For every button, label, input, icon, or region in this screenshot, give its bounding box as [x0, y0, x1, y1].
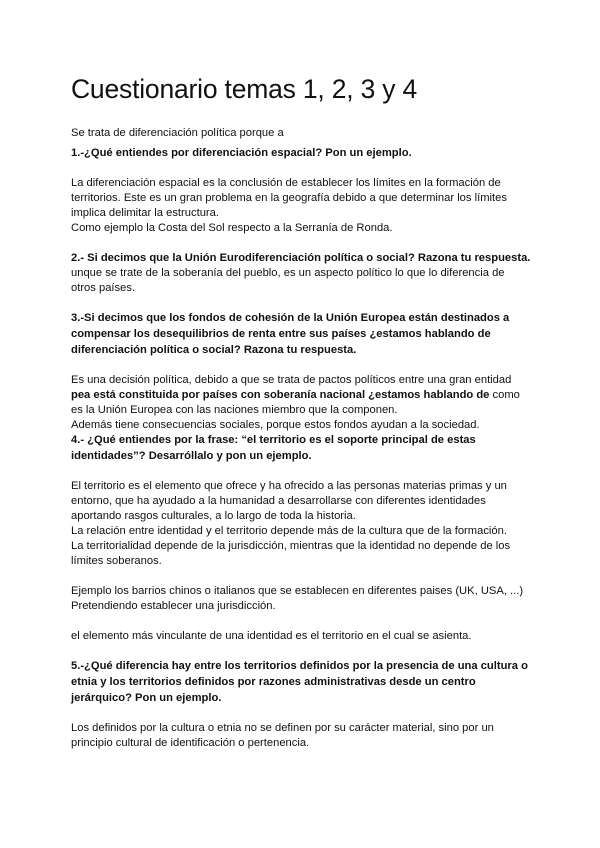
- question-2: 2.- Si decimos que la Unión Eurodiferenciación política o social? Razona tu respuesta.: [71, 252, 531, 264]
- answer-2-line: otros países.: [71, 282, 136, 294]
- answer-3-line: es la Unión Europea con las naciones miembro que la componen.: [71, 404, 398, 416]
- answer-3-fragment: como: [489, 389, 520, 401]
- answer-4-line: La territorialidad depende de la jurisdicción, mientras que la identidad no depende de los: [71, 540, 511, 552]
- answer-5-line: principio cultural de identificación o pertenencia.: [71, 737, 310, 749]
- answer-4-line: La relación entre identidad y el territorio depende más de la cultura que de la formación.: [71, 525, 507, 537]
- intro-text: Se trata de diferenciación política porque a: [71, 127, 284, 139]
- answer-4-line: límites soberanos.: [71, 555, 162, 567]
- answer-1-line: Como ejemplo la Costa del Sol respecto a la Serranía de Ronda.: [71, 222, 393, 234]
- answer-4-line: aportando rasgos culturales, a lo largo de toda la historia.: [71, 510, 356, 522]
- answer-3-line: [71, 388, 520, 402]
- answer-3-line: Es una decisión política, debido a que se trata de pactos políticos entre una gran entidad: [71, 374, 512, 386]
- answer-1-line: territorios. Este es un gran problema en la geografía debido a que determinar los límites: [71, 192, 507, 204]
- question-5-line: 5.-¿Qué diferencia hay entre los territorios definidos por la presencia de una cultura o: [71, 660, 528, 672]
- answer-4-line: El territorio es el elemento que ofrece y ha ofrecido a las personas materias primas y un: [71, 480, 507, 492]
- question-4-line: 4.- ¿Qué entiendes por la frase: “el territorio es el soporte principal de estas: [71, 434, 476, 446]
- answer-3-line: Además tiene consecuencias sociales, porque estos fondos ayudan a la sociedad.: [71, 419, 480, 431]
- example-4-line: Pretendiendo establecer una jurisdicción.: [71, 600, 276, 612]
- example-4-line: Ejemplo los barrios chinos o italianos que se establecen en diferentes paises (UK, USA, ...): [71, 585, 524, 597]
- answer-2-line: unque se trate de la soberanía del pueblo, es un aspecto político lo que lo diferencia de: [71, 267, 505, 279]
- answer-4-line: entorno, que ha ayudado a la humanidad a desarrollarse con diferentes identidades: [71, 495, 486, 507]
- question-4-line: identidades”? Desarróllalo y pon un ejemplo.: [71, 450, 312, 462]
- question-3-line: compensar los desequilibrios de renta entre sus países ¿estamos hablando de: [71, 328, 491, 340]
- conclusion-4: el elemento más vinculante de una identidad es el territorio en el cual se asienta.: [71, 630, 472, 642]
- answer-1-line: implica delimitar la estructura.: [71, 207, 219, 219]
- answer-1-line: La diferenciación espacial es la conclusión de establecer los límites en la formación de: [71, 177, 501, 189]
- question-1: 1.-¿Qué entiendes por diferenciación espacial? Pon un ejemplo.: [71, 147, 412, 159]
- question-5-line: etnia y los territorios definidos por razones administrativas desde un centro: [71, 676, 476, 688]
- answer-3-bold-fragment: pea está constituida por países con soberanía nacional ¿estamos hablando de: [71, 389, 490, 401]
- page-title: Cuestionario temas 1, 2, 3 y 4: [71, 74, 418, 104]
- question-5-line: jerárquico? Pon un ejemplo.: [71, 692, 222, 704]
- question-3-line: 3.-Si decimos que los fondos de cohesión de la Unión Europea están destinados a: [71, 312, 510, 324]
- answer-5-line: Los definidos por la cultura o etnia no se definen por su carácter material, sino por un: [71, 722, 494, 734]
- question-3-line: diferenciación política o social? Razona tu respuesta.: [71, 344, 357, 356]
